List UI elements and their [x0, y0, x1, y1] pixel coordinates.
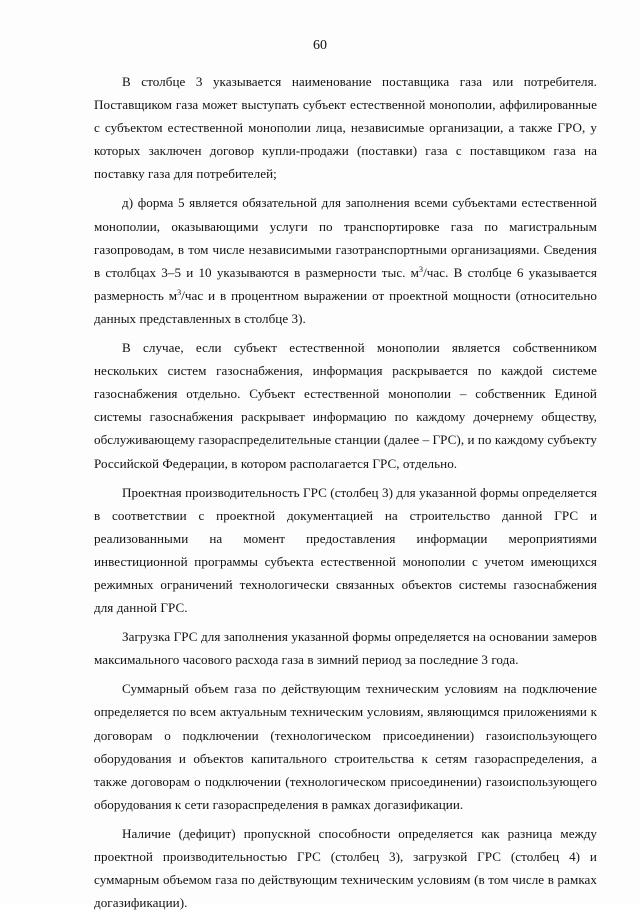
cubic-superscript: 3 — [177, 287, 182, 297]
page-number: 60 — [313, 38, 327, 53]
body-text — [94, 70, 597, 920]
paragraph-column3: В столбце 3 указывается наименование поставщика газа или потребителя. Поставщиком газа может выступать субъект естественной монополии, аффилированные с субъектом естественной монополии лица, независимые организации, а также ГРО, у которых заключен договор купли-продажи (поставки) газа с поставщиком газа на поставку газа для потребителей; — [94, 74, 597, 182]
paragraph-design-capacity: Проектная производительность ГРС (столбец 3) для указанной формы определяется в соответствии с проектной документацией на строительство данной ГРС и реализованными на момент предоставления информации мероприятиями инвестиционной программы субъекта естественной монополии с учетом имеющихся режимных ограничений технологически связанных объектов системы газоснабжения для данной ГРС. — [94, 484, 597, 616]
form5-text-part1: д) форма 5 является обязательной для заполнения всеми субъектами естественной монополии, оказывающими услуги по транспортировке газа по магистральным газопроводам, в том числе независимыми газотранспортными организациями. Сведения в столбцах 3–5 и 10 указываются в размерности тыс. м — [94, 195, 597, 280]
form5-text-part3: /час и в процентном выражении от проектной мощности (относительно данных представленных в столбце 3). — [94, 287, 597, 326]
cubic-superscript: 3 — [419, 264, 424, 274]
paragraph-owner-several: В случае, если субъект естественной монополии является собственником нескольких систем газоснабжения, информация раскрывается по каждой системе газоснабжения отдельно. Субъект естественной монополии – собственник Единой системы газоснабжения раскрывает информацию по каждому дочернему обществу, обслуживающему газораспределительные станции (далее – ГРС), и по каждому субъекту Российской Федерации, в котором располагается ГРС, отдельно. — [94, 340, 597, 471]
paragraph-form5 — [94, 191, 597, 330]
paragraph-total-volume: Суммарный объем газа по действующим техническим условиям на подключение определяется по всем актуальным техническим условиям, являющимся приложениями к договорам о подключении (технологическом присоединении) газоиспользующего оборудования и объектов капитального строительства к сетям газораспределения, а также договорам о подключении (технологическом присоединении) газоиспользующего оборудования к сети газораспределения в рамках догазификации. — [94, 681, 597, 812]
paragraph-load: Загрузка ГРС для заполнения указанной формы определяется на основании замеров максимального часового расхода газа в зимний период за последние 3 года. — [94, 629, 597, 668]
paragraph-capacity-deficit: Наличие (дефицит) пропускной способности определяется как разница между проектной производительностью ГРС (столбец 3), загрузкой ГРС (столбец 4) и суммарным объемом газа по действующим техническим условиям (в том числе в рамках догазификации). — [94, 825, 597, 911]
form5-text-part2: /час. В столбце 6 указывается размерность м — [94, 264, 597, 303]
